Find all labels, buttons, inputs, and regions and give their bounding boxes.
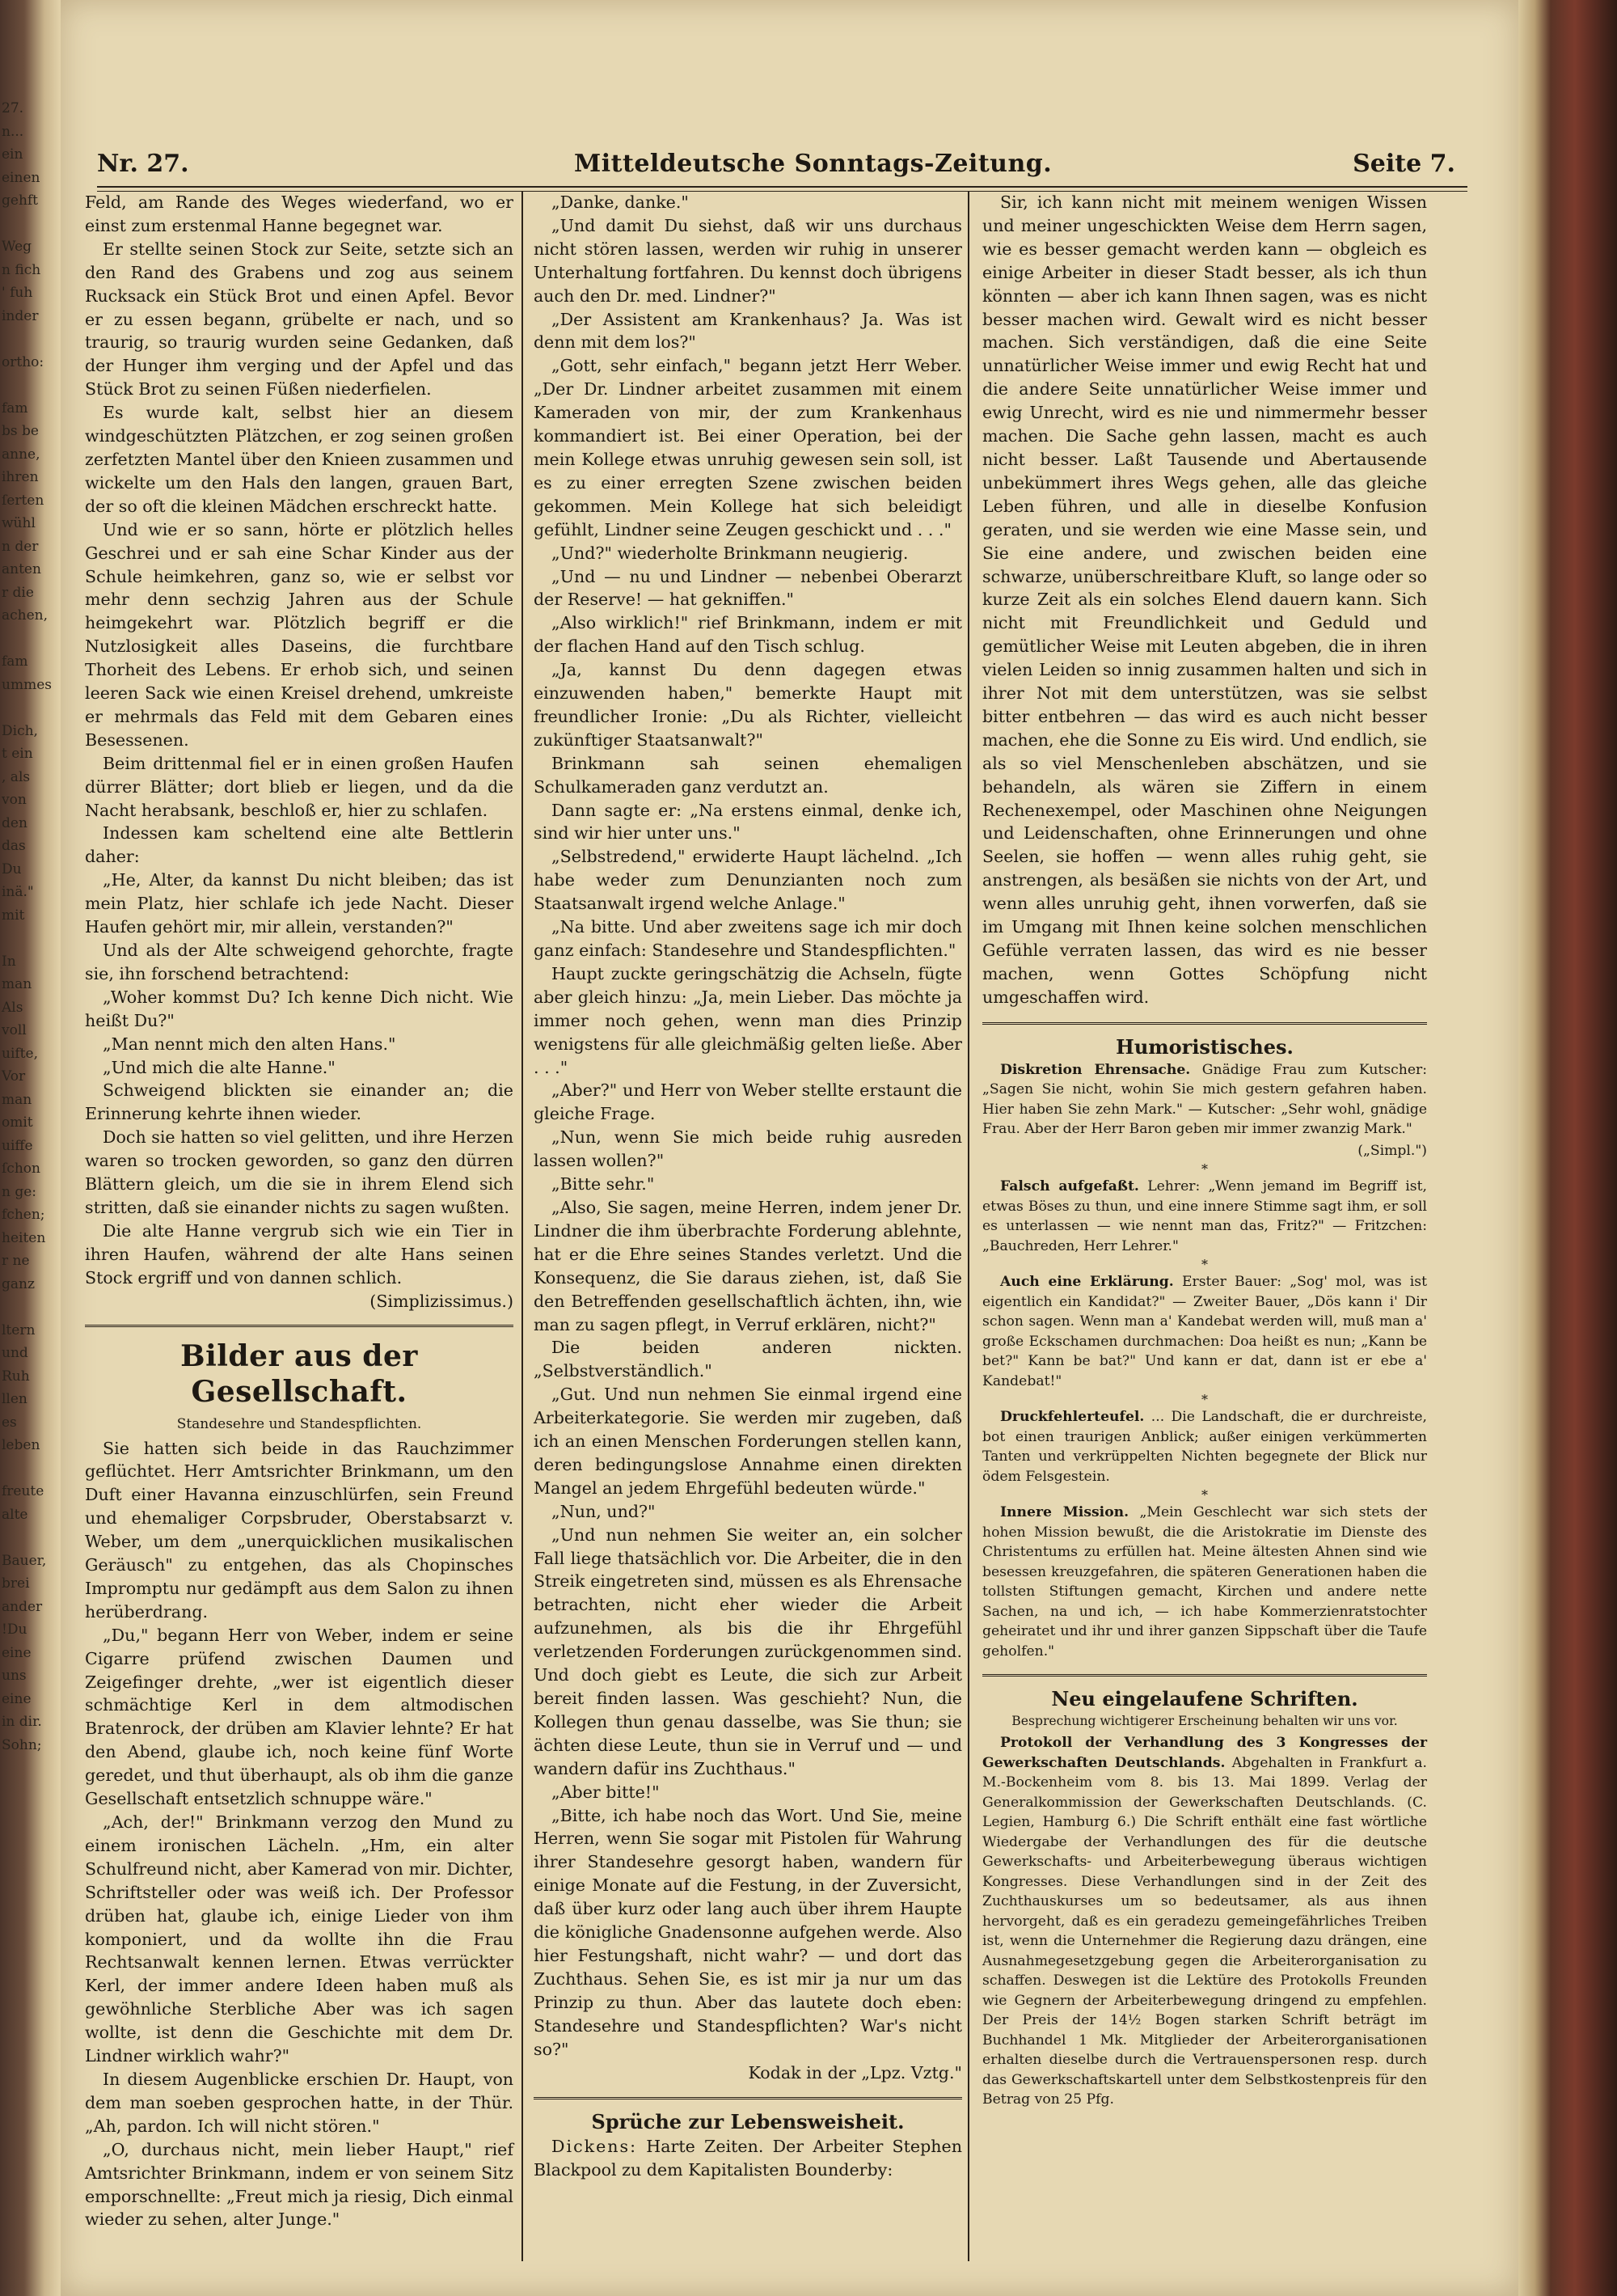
humor-items — [982, 1060, 1427, 1662]
paragraph: „Nun, und?" — [551, 1501, 656, 1521]
paragraph: „Ach, der!" Brinkmann verzog den Mund zu einem ironischen Lächeln. „Hm, ein alter Schulfreund nicht, aber Kamerad von mir. Dichter, Schriftsteller oder was weiß ich. Der Professor drüben hat, glaube ich, einige Lieder von ihm komponiert, und da wollte ihn die Frau Rechtsanwalt kennen lernen. Etwas verrückter Kerl, der immer andere Ideen haben muß als gewöhnliche Sterbliche Aber was ich sagen wollte, ist denn die Geschichte mit dem Dr. Lindner wirklich wahr?" — [85, 1812, 513, 2066]
paragraph: Und als der Alte schweigend gehorchte, fragte sie, ihn forschend betrachtend: — [85, 941, 513, 983]
paragraph: „Also wirklich!" rief Brinkmann, indem er mit der flachen Hand auf den Tisch schlug. — [534, 613, 962, 657]
margin-fragment: achen, — [2, 607, 49, 624]
margin-fragment — [2, 1296, 42, 1319]
margin-fragment: von — [2, 792, 27, 808]
previous-page-fragments — [2, 97, 52, 1757]
humor-heading: Druckfehlerteufel. — [1000, 1409, 1145, 1426]
article-continuation — [534, 191, 962, 2084]
margin-fragment: eine — [2, 1644, 32, 1661]
paragraph: „O, durchaus nicht, mein lieber Haupt," rief Amtsrichter Brinkmann, indem er von seinem Sitz emporschnellte: „Freut mich ja riesig, Dich einmal wieder zu sehen, alter Junge." — [85, 2139, 513, 2230]
paragraph: Doch sie hatten so viel gelitten, und ihre Herzen waren so trocken geworden, so ganz den dürren Blättern gleich, um die sie in ihrem Elend sich stritten, daß sie einander nichts zu sagen wußten. — [85, 1127, 513, 1217]
margin-fragment: inder — [2, 307, 39, 324]
margin-fragment: ' fuh — [2, 285, 33, 301]
margin-fragment: 27. — [2, 100, 24, 116]
margin-fragment: in dir. — [2, 1714, 42, 1730]
paragraph: Schweigend blickten sie einander an; die Erinnerung kehrte ihnen wieder. — [85, 1080, 513, 1124]
margin-fragment: fam — [2, 400, 28, 416]
paragraph: „Aber?" und Herr von Weber stellte erstaunt die gleiche Frage. — [534, 1080, 962, 1124]
margin-fragment — [2, 696, 42, 720]
paragraph: „Der Assistent am Krankenhaus? Ja. Was ist denn mit dem los?" — [534, 309, 962, 353]
humor-text: Gnädige Frau zum Kutscher: „Sagen Sie nicht, wohin Sie mich gestern gefahren haben. Hier haben Sie zehn Mark." — Kutscher: „Sehr wohl, gnädige Frau. Aber der Herr Baron geben mir immer zwanzig Mark." — [982, 1061, 1428, 1138]
margin-fragment: !Du — [2, 1622, 27, 1638]
margin-fragment: und — [2, 1345, 28, 1361]
humor-title: Humoristisches. — [982, 1022, 1427, 1060]
margin-fragment: inä." — [2, 884, 34, 900]
margin-fragment: eine — [2, 1690, 32, 1707]
margin-fragment: brei — [2, 1575, 30, 1592]
proverb-text: Harte Zeiten. Der Arbeiter Stephen Blackpool zu dem Kapitalisten Bounderby: — [534, 2137, 963, 2180]
separator-asterisk: * — [1201, 1487, 1208, 1503]
section-subtitle: Standesehre und Standespflichten. — [176, 1415, 422, 1432]
paragraph: „Na bitte. Und aber zweitens sage ich mir doch ganz einfach: Standesehre und Standespflichten." — [534, 917, 962, 960]
margin-fragment: ortho: — [2, 353, 44, 370]
paragraph: „Also, Sie sagen, meine Herren, indem jener Dr. Lindner die ihm überbrachte Forderung ablehnte, hat er die Ehre seines Standes verletzt. Und die Konsequenz, die Sie daraus ziehen, ist, daß Sie den Betreffenden gesellschaftlich ächten, ihn, wie man zu sagen pflegt, in Verruf erklären, nicht?" — [534, 1197, 962, 1334]
page-header — [97, 150, 1471, 186]
margin-fragment: Dich, — [2, 722, 38, 739]
margin-fragment — [2, 1457, 42, 1481]
proverbs-title: Sprüche zur Lebensweisheit. — [534, 2097, 962, 2135]
margin-fragment: uns — [2, 1668, 27, 1684]
margin-fragment: es — [2, 1414, 17, 1431]
margin-fragment: das — [2, 838, 26, 854]
humor-heading: Auch eine Erklärung. — [1000, 1274, 1174, 1291]
margin-fragment: ihren — [2, 469, 39, 485]
paragraph: Feld, am Rande des Weges wiederfand, wo er einst zum erstenmal Hanne begegnet war. — [85, 192, 513, 235]
paragraph: „Bitte sehr." — [551, 1174, 655, 1195]
margin-fragment — [2, 628, 42, 651]
margin-fragment: gehft — [2, 192, 39, 209]
margin-fragment — [2, 374, 42, 397]
proverb-author: Dickens: — [551, 2137, 638, 2157]
margin-fragment — [2, 1526, 42, 1550]
paragraph: Die alte Hanne vergrub sich wie ein Tier in ihren Haufen, während der alte Hans seinen Stock ergriff und von dannen schlich. — [85, 1220, 513, 1288]
new-publications-title: Neu eingelaufene Schriften. — [982, 1674, 1427, 1712]
paragraph: Es wurde kalt, selbst hier an diesem windgeschützten Plätzchen, er zog seinen großen zerfetzten Mantel über den Knieen zusammen und wickelte um den Hals den langen, grauen Bart, der so oft die kleinen Mädchen erschreckt hatte. — [85, 403, 513, 516]
margin-fragment: heiten — [2, 1229, 46, 1246]
margin-fragment: mit — [2, 907, 25, 924]
page-number: Seite 7. — [1353, 150, 1455, 178]
humor-heading: Falsch aufgefaßt. — [1000, 1178, 1139, 1195]
newspaper-page — [61, 0, 1518, 2296]
story-source: (Simplizissimus.) — [369, 1291, 513, 1311]
margin-fragment: ganz — [2, 1275, 35, 1292]
paragraph: „Und nun nehmen Sie weiter an, ein solcher Fall liege thatsächlich vor. Die Arbeiter, die in den Streik eingetreten sind, müssen es als Ehrensache betrachten, nicht eher wieder die Arbeit aufzunehmen, als bis die ihr Ehrgefühl verletzenden Forderungen zurückgenommen sind. Und doch giebt es Leute, die sich zur Arbeit bereit finden lassen. Was geschieht? Nun, die Kollegen thun genau dasselbe, was Sie thun; sie ächten diese Leute, thun sie in Verruf und — und wandern dafür ins Zuchthaus." — [534, 1524, 962, 1778]
paragraph: „Gut. Und nun nehmen Sie einmal irgend eine Arbeiterkategorie. Sie werden mir zugeben, daß ich an einen Menschen Forderungen stellen kann, deren bedingungslose Annahme einen direkten Mangel an jedem Ehrgefühl bedeuten würde." — [534, 1385, 962, 1498]
paragraph: „Und?" wiederholte Brinkmann neugierig. — [551, 543, 909, 563]
margin-fragment: uifte, — [2, 1045, 38, 1062]
paragraph: „Aber bitte!" — [551, 1782, 660, 1802]
margin-fragment — [2, 927, 42, 950]
paragraph: Brinkmann sah seinen ehemaligen Schulkameraden ganz verdutzt an. — [534, 753, 962, 797]
separator-asterisk: * — [1201, 1257, 1208, 1273]
margin-fragment: uiffe — [2, 1137, 33, 1154]
margin-fragment: ummes — [2, 676, 52, 693]
margin-fragment: In — [2, 953, 16, 970]
quote-continuation: Sir, ich kann nicht mit meinem wenigen Wissen und meiner ungeschickten Weise dem Herrn sagen, wie es besser gemacht werden kann — obgleich es einige Arbeiter in dieser Stadt besser, als ich thun könnten — aber ich kann Ihnen sagen, was es nicht besser machen wird. Gewalt wird es nicht besser machen. Sich verständigen, daß die eine Seite unnatürlicher Weise immer und ewig Recht hat und die andere Seite unnatürlicher Weise immer und ewig Unrecht, wird es nie und nimmermehr besser machen. Die Sache gehn lassen, macht es auch nicht besser. Laßt Tausende und Abertausende unbekümmert ihres Wegs gehen, alle das gleiche Leben führen, und alle in dieselbe Konfusion geraten, und sie werden wie eine Masse sein, und Sie eine andere, und zwischen beiden eine schwarze, unüberschreitbare Kluft, so lange oder so kurze Zeit als ein solches Elend dauern kann. Sich nicht mit Freundlichkeit und Geduld und gemütlicher Weise mit Leuten abgeben, die in ihren vielen Leiden so innig zusammen halten und sich in ihrer Not mit dem unterstützen, was sie selbst bitter entbehren — das wird es auch nicht besser machen, ehe die Sonne zu Eis wird. Und endlich, sie als so viel Menschenleben abschätzen, und sie behandeln, als wären sie Ziffern in einem Rechenexempel, oder Maschinen ohne Neigungen und Leidenschaften, ohne Erinnerungen und ohne Seelen, sie hoffen — wenn alles ruhig geht, sie anstrengen, als besäßen sie nichts von der Art, und wenn alles unruhig geht, ihnen vorwerfen, daß sie im Umgang mit Ihnen keine solchen menschlichen Gefühle verraten lassen, das wird es nie besser machen, wenn Gottes Schöpfung nicht umgeschaffen wird. — [982, 192, 1427, 1007]
margin-fragment: Weg — [2, 239, 32, 255]
margin-fragment: n der — [2, 538, 39, 555]
margin-fragment: wühl — [2, 515, 36, 531]
humor-item — [982, 1503, 1427, 1661]
issue-number: Nr. 27. — [97, 150, 189, 178]
humor-text: Erster Bauer: „Sog' mol, was ist eigentlich ein Kandidat?" — Zweiter Bauer, „Dös kann i' Dir schon sagen. Wenn man a' Kandebat werden will, muß man a' große Eckschamen durchmachen: Doa heißt es nun; „Kann be bet?" Kann be bat?" Und kann er dat, dann ist er ebe a' Kandebat!" — [982, 1274, 1427, 1389]
margin-fragment: n ge: — [2, 1183, 37, 1200]
humor-item — [982, 1060, 1427, 1140]
humor-item — [982, 1407, 1427, 1486]
margin-fragment: bs be — [2, 423, 39, 439]
paragraph: „Ja, kannst Du denn dagegen etwas einzuwenden haben," bemerkte Haupt mit freundlicher Ironie: „Du als Richter, vielleicht zukünftiger Staatsanwalt?" — [534, 660, 962, 750]
margin-fragment: ſerten — [2, 492, 44, 509]
margin-fragment: n... — [2, 123, 24, 140]
separator-asterisk: * — [1201, 1392, 1208, 1408]
paragraph: Beim drittenmal fiel er in einen großen Haufen dürrer Blätter; dort blieb er liegen, und da die Nacht herabsank, beschloß er, hier zu schlafen. — [85, 753, 513, 820]
humor-text: Lehrer: „Wenn jemand im Begriff ist, etwas Böses zu thun, und eine innere Stimme sagt ihm, er soll es unterlassen — wie nennt man das, Fritz?" — Fritzchen: „Bauchreden, Herr Lehrer." — [982, 1178, 1427, 1254]
column-1 — [85, 191, 513, 2231]
paragraph: Und wie er so sann, hörte er plötzlich helles Geschrei und er sah eine Schar Kinder aus der Schule heimkehren, ganz so, wie er selbst vor mehr denn sechzig Jahren aus der Schule heimgekehrt war. Plötzlich begriff er die Nutzlosigkeit alles Daseins, die furchtbare Thorheit des Lebens. Er erhob sich, und seinen leeren Sack wie einen Kreisel drehend, umkreiste er mehrmals das Feld mit dem Gebaren eines Besessenen. — [85, 519, 513, 750]
margin-fragment — [2, 213, 42, 236]
paragraph: In diesem Augenblicke erschien Dr. Haupt, von dem man soeben gesprochen hatte, in der Thür. „Ah, pardon. Ich will nicht stören." — [85, 2069, 513, 2136]
humor-heading: Innere Mission. — [1000, 1504, 1129, 1521]
column-2 — [534, 191, 962, 2182]
paragraph: „He, Alter, da kannst Du nicht bleiben; das ist mein Platz, hier schlafe ich jede Nacht. Dieser Haufen gehört mir, mir allein, verstanden?" — [85, 870, 513, 937]
margin-fragment: den — [2, 814, 27, 831]
margin-fragment: Als — [2, 999, 23, 1016]
paragraph: Er stellte seinen Stock zur Seite, setzte sich an den Rand des Grabens und zog aus seinem Rucksack ein Stück Brot und einen Apfel. Bevor er zu essen begann, grübelte er nach, und so traurig, so traurig wurden seine Gedanken, daß der Hunger ihm verging und der Apfel und das Stück Brot zu seinen Füßen niederfielen. — [85, 239, 513, 400]
paragraph: „Danke, danke." — [551, 192, 689, 212]
new-publication-entry — [982, 1733, 1427, 2110]
column-3 — [982, 191, 1427, 2110]
margin-fragment: voll — [2, 1022, 27, 1038]
paragraph: „Bitte, ich habe noch das Wort. Und Sie, meine Herren, wenn Sie sogar mit Pistolen für Wahrung ihrer Standesehre gesorgt haben, wandern für einige Monate auf die Festung, in der Zuversicht, daß über kurz oder lang auch über ihrem Haupte die königliche Gnadensonne aufgehen werde. Also hier Festungshaft, nicht wahr? — und dort das Zuchthaus. Sehen Sie, es ist mir ja nur um das Prinzip zu thun. Aber das lautete doch eben: Standesehre und Standespflichten? War's nicht so?" — [534, 1805, 962, 2059]
paragraph: „Nun, wenn Sie mich beide ruhig ausreden lassen wollen?" — [534, 1127, 962, 1171]
new-publication-text: Abgehalten in Frankfurt a. M.-Bockenheim vom 8. bis 13. Mai 1899. Verlag der Generalkommission der Gewerkschaften Deutschlands. (C. Legien, Hamburg 6.) Die Schrift enthält eine fast wörtliche Wiedergabe der Verhandlungen des für die deutsche Gewerkschafts- und Arbeiterbewegung überaus wichtigen Kongresses. Diese Verhandlungen sind in der Zeit des Zuchthauskurses um so bedeutsamer, als aus ihnen hervorgeht, daß es ein geradezu gemeingefährliches Treiben ist, wenn die Unternehmer die Regierung dazu drängen, eine Ausnahmegesetzgebung gegen die Arbeiterorganisation zu schaffen. Deswegen ist die Lektüre des Protokolls Freunden wie Gegnern der Arbeiterbewegung dringend zu empfehlen. Der Preis der 14½ Bogen starken Schrift beträgt im Buchhandel 1 Mk. Mitglieder der Arbeiterorganisationen erhalten dieselbe durch die Vertrauenspersonen resp. durch das Gewerkschaftskartell unter dem Selbstkostenpreis für den Betrag von 25 Pfg. — [982, 1754, 1427, 2108]
column-divider — [968, 191, 969, 2261]
left-page-margin — [0, 0, 61, 2296]
margin-fragment: man — [2, 976, 32, 992]
paragraph: Haupt zuckte geringschätzig die Achseln, fügte aber gleich hinzu: „Ja, mein Lieber. Das möchte ja immer noch gehen, wenn man dies Prinzip wenigstens für alle gleichmäßig gelten ließe. Aber . . ." — [534, 963, 962, 1077]
margin-fragment: freute — [2, 1483, 44, 1499]
margin-fragment: anten — [2, 561, 41, 577]
separator-asterisk: * — [1201, 1161, 1208, 1178]
paragraph: Sie hatten sich beide in das Rauchzimmer geflüchtet. Herr Amtsrichter Brinkmann, um den Duft einer Havanna einzuschlürfen, sein Freund und ehemaliger Corpsbruder, Oberstabsarzt v. Weber, um dem „unerquicklichen musikalischen Geräusch" zu entgehen, das als Chopinsches Impromptu nur gedämpft aus dem Salon zu ihnen herüberdrang. — [85, 1438, 513, 1622]
story-ending — [85, 191, 513, 1290]
margin-fragment: Bauer, — [2, 1552, 47, 1569]
paragraph: „Gott, sehr einfach," begann jetzt Herr Weber. „Der Dr. Lindner arbeitet zusammen mit einem Kameraden von mir, der zum Krankenhaus kommandiert ist. Bei einer Operation, bei der mein Kollege etwas unruhig gewesen sein soll, ist es zu einer erregten Szene zwischen beiden gekommen. Mein Kollege hat sich beleidigt gefühlt, Lindner seine Zeugen geschickt und . . ." — [534, 356, 962, 539]
paragraph: Die beiden anderen nickten. „Selbstverständlich." — [534, 1338, 962, 1381]
humor-item — [982, 1272, 1427, 1391]
margin-fragment: omit — [2, 1114, 33, 1131]
paragraph: „Und damit Du siehst, daß wir uns durchaus nicht stören lassen, werden wir ruhig in unserer Unterhaltung fortfahren. Du kennst doch übrigens auch den Dr. med. Lindner?" — [534, 215, 962, 306]
margin-fragment — [2, 328, 42, 351]
margin-fragment: alte — [2, 1506, 28, 1523]
new-publication-heading: Protokoll der Verhandlung des 3 Kongresses der Gewerkschaften Deutschlands. — [982, 1735, 1427, 1771]
paragraph: „Und mich die alte Hanne." — [103, 1057, 336, 1077]
humor-source: („Simpl.") — [1357, 1142, 1427, 1159]
column-divider — [521, 191, 523, 2261]
section-title: Bilder aus der Gesellschaft. — [85, 1325, 513, 1410]
paragraph: Dann sagte er: „Na erstens einmal, denke ich, sind wir hier unter uns." — [534, 800, 962, 844]
margin-fragment: t ein — [2, 746, 33, 762]
margin-fragment: llen — [2, 1391, 27, 1407]
margin-fragment: Ruh — [2, 1368, 30, 1385]
margin-fragment: fam — [2, 653, 28, 670]
newspaper-title: Mitteldeutsche Sonntags-Zeitung. — [574, 150, 1053, 178]
proverb-entry — [534, 2135, 962, 2182]
margin-fragment: n fich — [2, 261, 41, 278]
paragraph: „Du," begann Herr von Weber, indem er seine Cigarre prüfend zwischen Daumen und Zeigefinger drehte, „wer ist eigentlich dieser schmächtige Kerl in dem altmodischen Bratenrock, der drüben am Klavier lehnte? Er hat den Abend, glaube ich, noch keine fünf Worte geredet, und thut überhaupt, als ob ihm die ganze Gesellschaft entsetzlich schnuppe wäre." — [85, 1625, 513, 1809]
margin-fragment: Du — [2, 860, 22, 877]
margin-fragment: ander — [2, 1598, 43, 1615]
new-publications-subtitle: Besprechung wichtigerer Erscheinung behalten wir uns vor. — [1011, 1714, 1398, 1729]
margin-fragment: ltern — [2, 1321, 36, 1338]
paragraph: „Woher kommst Du? Ich kenne Dich nicht. Wie heißt Du?" — [85, 987, 513, 1030]
margin-fragment: anne, — [2, 446, 40, 463]
humor-item — [982, 1177, 1427, 1256]
margin-fragment: fchen; — [2, 1207, 45, 1223]
paragraph: „Man nennt mich den alten Hans." — [103, 1034, 396, 1054]
margin-fragment: ſchon — [2, 1161, 40, 1177]
paragraph: „Und — nu und Lindner — nebenbei Oberarzt der Reserve! — hat gekniffen." — [534, 566, 962, 610]
book-binding-edge — [1518, 0, 1617, 2296]
margin-fragment: leben — [2, 1437, 40, 1453]
humor-text: ... Die Landschaft, die er durchreiste, bot einen traurigen Anblick; außer einigen verkümmerten Tanten und verkrüppelten Nichten begegnete der Blick nur ödem Felsgestein. — [982, 1409, 1427, 1485]
humor-heading: Diskretion Ehrensache. — [1000, 1061, 1191, 1078]
margin-fragment: einen — [2, 169, 40, 186]
margin-fragment: Sohn; — [2, 1736, 42, 1753]
margin-fragment: r ne — [2, 1253, 30, 1269]
margin-fragment: Vor — [2, 1068, 26, 1085]
margin-fragment: , als — [2, 768, 31, 785]
paragraph: „Selbstredend," erwiderte Haupt lächelnd. „Ich habe weder zum Denunzianten noch zum Staatsanwalt irgend welche Anlage." — [534, 847, 962, 914]
margin-fragment: r die — [2, 584, 34, 601]
paragraph: Indessen kam scheltend eine alte Bettlerin daher: — [85, 823, 513, 867]
article-source: Kodak in der „Lpz. Vztg." — [748, 2062, 962, 2082]
margin-fragment: ein — [2, 146, 23, 163]
humor-text: „Mein Geschlecht war sich stets der hohen Mission bewußt, die die Aristokratie im Dienste des Christentums zu erfüllen hat. Meine ältesten Ahnen sind wie besessen kreuzgefahren, die späteren Generationen haben die tollsten Stiftungen gemacht, Kirchen und andere nette Sachen, na und ich, — ich habe Kommerzienratstochter geheiratet und ihr und ihrer ganzen Sippschaft über die Taufe geholfen." — [982, 1504, 1428, 1660]
margin-fragment: man — [2, 1091, 32, 1108]
article-body — [85, 1437, 513, 2232]
